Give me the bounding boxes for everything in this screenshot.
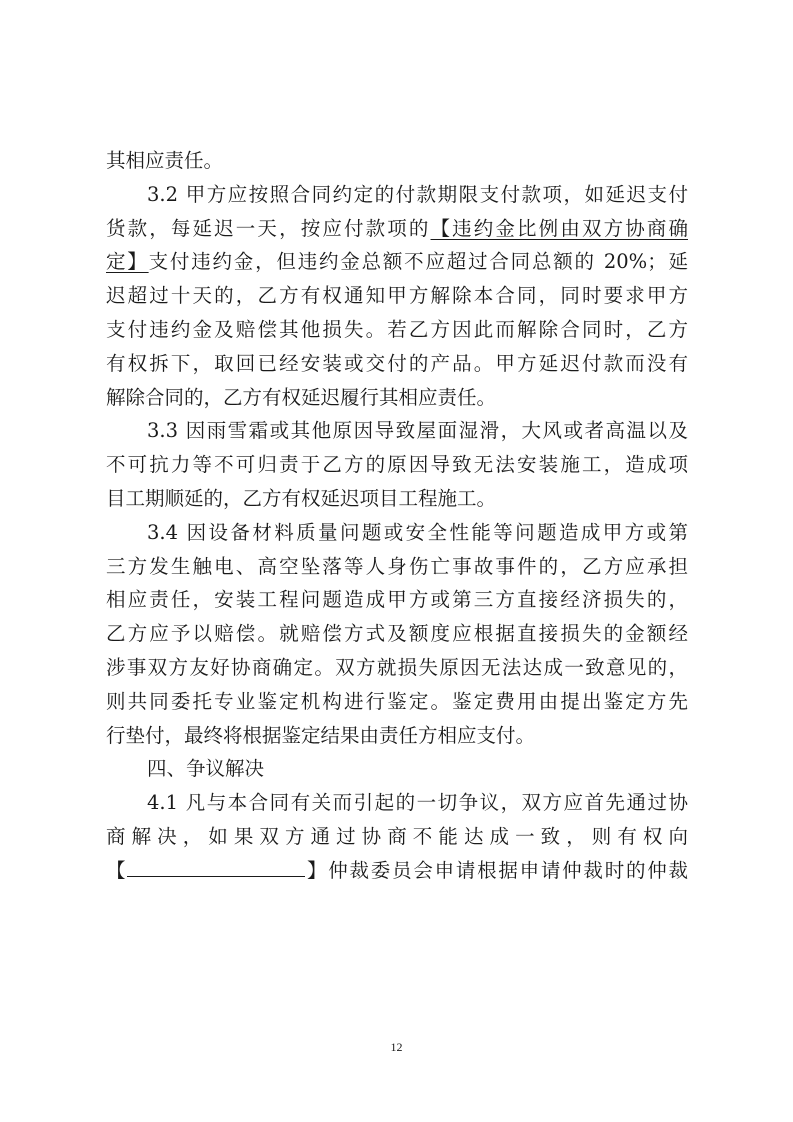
text-line: 3.4 因设备材料质量问题或安全性能等问题造成甲方或第 [147, 520, 688, 544]
penalty-ratio-clause-end: 定】 [106, 250, 149, 274]
text-line [106, 854, 688, 888]
text-line: 涉事双方友好协商确定。双方就损失原因无法达成一致意见的， [106, 655, 688, 679]
text-line: 不可抗力等不可归责于乙方的原因导致无法安装施工，造成项 [106, 453, 688, 477]
text-segment: 支付违约金，但违约金总额不应超过合同总额的 20%；延 [148, 250, 688, 274]
text-line: 商解决，如果双方通过协商不能达成一致，则有权向 [106, 824, 688, 848]
text-line: 相应责任，安装工程问题造成甲方或第三方直接经济损失的， [106, 588, 688, 612]
arbitration-blank-field [127, 858, 305, 877]
section-heading: 四、争议解决 [147, 757, 265, 781]
text-line: 其相应责任。 [106, 149, 224, 172]
bracket-open: 【 [106, 858, 128, 882]
text-line: 目工期顺延的，乙方有权延迟项目工程施工。 [106, 486, 497, 510]
text-line: 则共同委托专业鉴定机构进行鉴定。鉴定费用由提出鉴定方先 [106, 689, 688, 713]
text-line: 乙方应予以赔偿。就赔偿方式及额度应根据直接损失的金额经 [106, 622, 688, 646]
body-text [106, 144, 688, 888]
text-line [106, 212, 688, 246]
text-line: 迟超过十天的，乙方有权通知甲方解除本合同，同时要求甲方 [106, 284, 688, 308]
text-line: 支付违约金及赔偿其他损失。若乙方因此而解除合同时，乙方 [106, 317, 688, 341]
penalty-ratio-clause: 【违约金比例由双方协商确 [430, 216, 688, 240]
page-number: 12 [390, 1040, 403, 1054]
text-line: 三方发生触电、高空坠落等人身伤亡事故事件的，乙方应承担 [106, 554, 688, 578]
text-segment: 货款，每延迟一天，按应付款项的 [106, 216, 431, 240]
text-line: 4.1 凡与本合同有关而引起的一切争议，双方应首先通过协 [147, 791, 688, 815]
text-line: 解除合同的，乙方有权延迟履行其相应责任。 [106, 385, 497, 409]
text-line: 3.3 因雨雪霜或其他原因导致屋面湿滑，大风或者高温以及 [147, 419, 688, 443]
text-line [106, 245, 688, 279]
text-line: 行垫付，最终将根据鉴定结果由责任方相应支付。 [106, 723, 536, 747]
text-segment: 】仲裁委员会申请根据申请仲裁时的仲裁 [305, 858, 688, 882]
text-line: 3.2 甲方应按照合同约定的付款期限支付款项，如延迟支付 [147, 182, 688, 206]
text-line: 有权拆下，取回已经安装或交付的产品。甲方延迟付款而没有 [106, 351, 688, 375]
